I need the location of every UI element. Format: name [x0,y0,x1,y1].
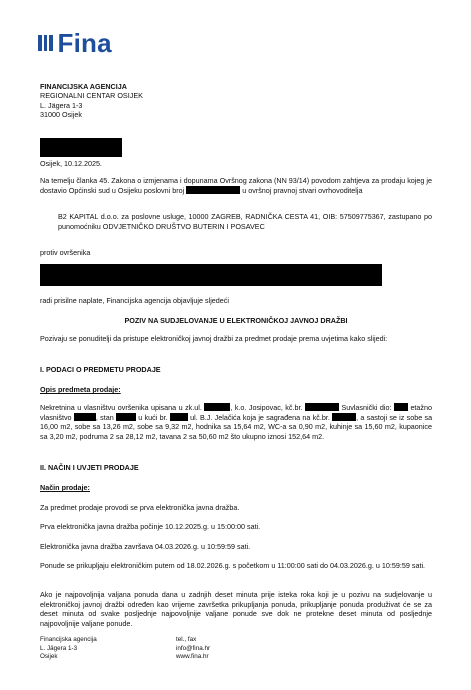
redacted-parcel [332,413,356,421]
footer-email: info@fina.hr [176,644,211,652]
intro-text-2: u ovršnoj pravnoj stvari ovrhovoditelja [242,185,363,195]
section-1-title: I. PODACI O PREDMETU PRODAJE [40,365,161,374]
sale-para-2: Prva elektronička javna dražba počinje 10.12.2025.g. u 15:00:00 sati. [40,522,261,531]
against-label: protiv ovršenika [40,248,91,257]
purpose-line: radi prisilne naplate, Financijska agencija objavljuje sljedeći [40,296,229,305]
property-text-7: ul. B.J. Jelačića koja je sagrađena na kč.br. [190,412,330,422]
property-text-5: , stan [95,412,114,422]
sender-street: L. Jägera 1-3 [40,100,83,110]
footer-web: www.fina.hr [176,653,209,660]
property-text-3: Suvlasnički dio: [341,403,392,412]
main-title: POZIV NA SUDJELOVANJE U ELEKTRONIČKOJ JAVNOJ DRAŽBI [124,316,348,325]
logo-bars-icon [38,35,53,51]
date-line: Osijek, 10.12.2025. [40,159,102,168]
sale-para-4: Ponude se prikupljaju elektroničkim putem od 18.02.2026.g. s početkom u 11:00:00 sati do 04.03.2026.g. u 10:59:59 sati. [40,561,426,570]
footer-col-1 [40,636,160,662]
property-text-6: u kući br. [138,412,168,422]
footer-tel: tel., fax [176,636,197,643]
footer-street: L. Jägera 1-3 [40,644,78,652]
sender-org: FINANCIJSKA AGENCIJA [40,82,127,91]
redacted-flat [116,413,136,421]
redacted-zk [204,403,230,411]
sender-address [40,82,340,119]
property-description [40,403,432,442]
fina-logo [38,30,112,56]
redacted-debtor [40,264,382,286]
sale-para-5: Ako je najpovoljnija valjana ponuda dana u zadnjih deset minuta prije isteka roka koji je u pozivu na sudjelovanje u elektroničkoj javnoj dražbi određen kao vrijeme završetka prikupljanja ponuda, prikupljanje ponuda produživat će se za deset minuta od svake posljednje najpovoljnije valjane ponude sve dok ne protekne deset minuta od posljednje najpovoljnije valjane ponude. [40,590,432,629]
sale-para-1: Za predmet prodaje provodi se prva elektronička javna dražba. [40,503,240,512]
invite-paragraph: Pozivaju se ponuditelji da pristupe elektroničkoj javnoj dražbi za predmet prodaje prema uvjetima kako slijedi: [40,334,388,343]
redacted-house [170,413,188,421]
property-text-4: etažno vlasništvo [40,403,433,422]
property-text-8: , a sastoji se iz sobe sa 16,00 m2, sobe sa 13,26 m2, sobe sa 9,32 m2, hodnika sa 15,64 m2, WC-a sa 0,90 m2, kuhinje sa 15,60 m2, kupaonice sa 3,20 m2, podruma 2 sa 28,12 m2, tavana 2 sa 50,60 m2 što ukupno iznosi 152,64 m2. [40,412,433,442]
section-1-subtitle: Opis predmeta prodaje: [40,385,121,394]
redacted-share [394,403,408,411]
sender-city: 31000 Osijek [40,110,82,120]
creditor-paragraph: B2 KAPITAL d.o.o. za poslovne usluge, 10000 ZAGREB, RADNIČKA CESTA 41, OIB: 57509775367, zastupano po punomoćniku ODVJETNIČKO DRUŠTVO BUTERIN I POSAVEC [58,212,432,231]
redacted-kc [305,403,339,411]
redacted-unit [74,413,96,421]
redacted-recipient [40,138,122,157]
redacted-case-number [186,186,240,194]
footer-org: Financijska agencija [40,636,97,643]
property-text-2: , k.o. Josipovac, kč.br. [230,403,303,412]
intro-text-1: Na temelju članka 45. Zakona o izmjenama i dopunama Ovršnog zakona (NN 93/14) povodom zahtjeva za prodaju kojeg je dostavio Općinski sud u Osijeku poslovni broj [40,176,432,195]
sender-unit: REGIONALNI CENTAR OSIJEK [40,91,143,101]
section-2-title: II. NAČIN I UVJETI PRODAJE [40,463,139,472]
logo-text: Fina [57,28,112,58]
section-2-subtitle: Način prodaje: [40,483,90,492]
footer-col-2 [176,636,296,662]
intro-paragraph [40,176,432,195]
property-text-1: Nekretnina u vlasništvu ovršenika upisana u zk.ul. [40,403,202,412]
sale-para-3: Elektronička javna dražba završava 04.03.2026.g. u 10:59:59 sati. [40,542,251,551]
footer-city: Osijek [40,653,58,660]
